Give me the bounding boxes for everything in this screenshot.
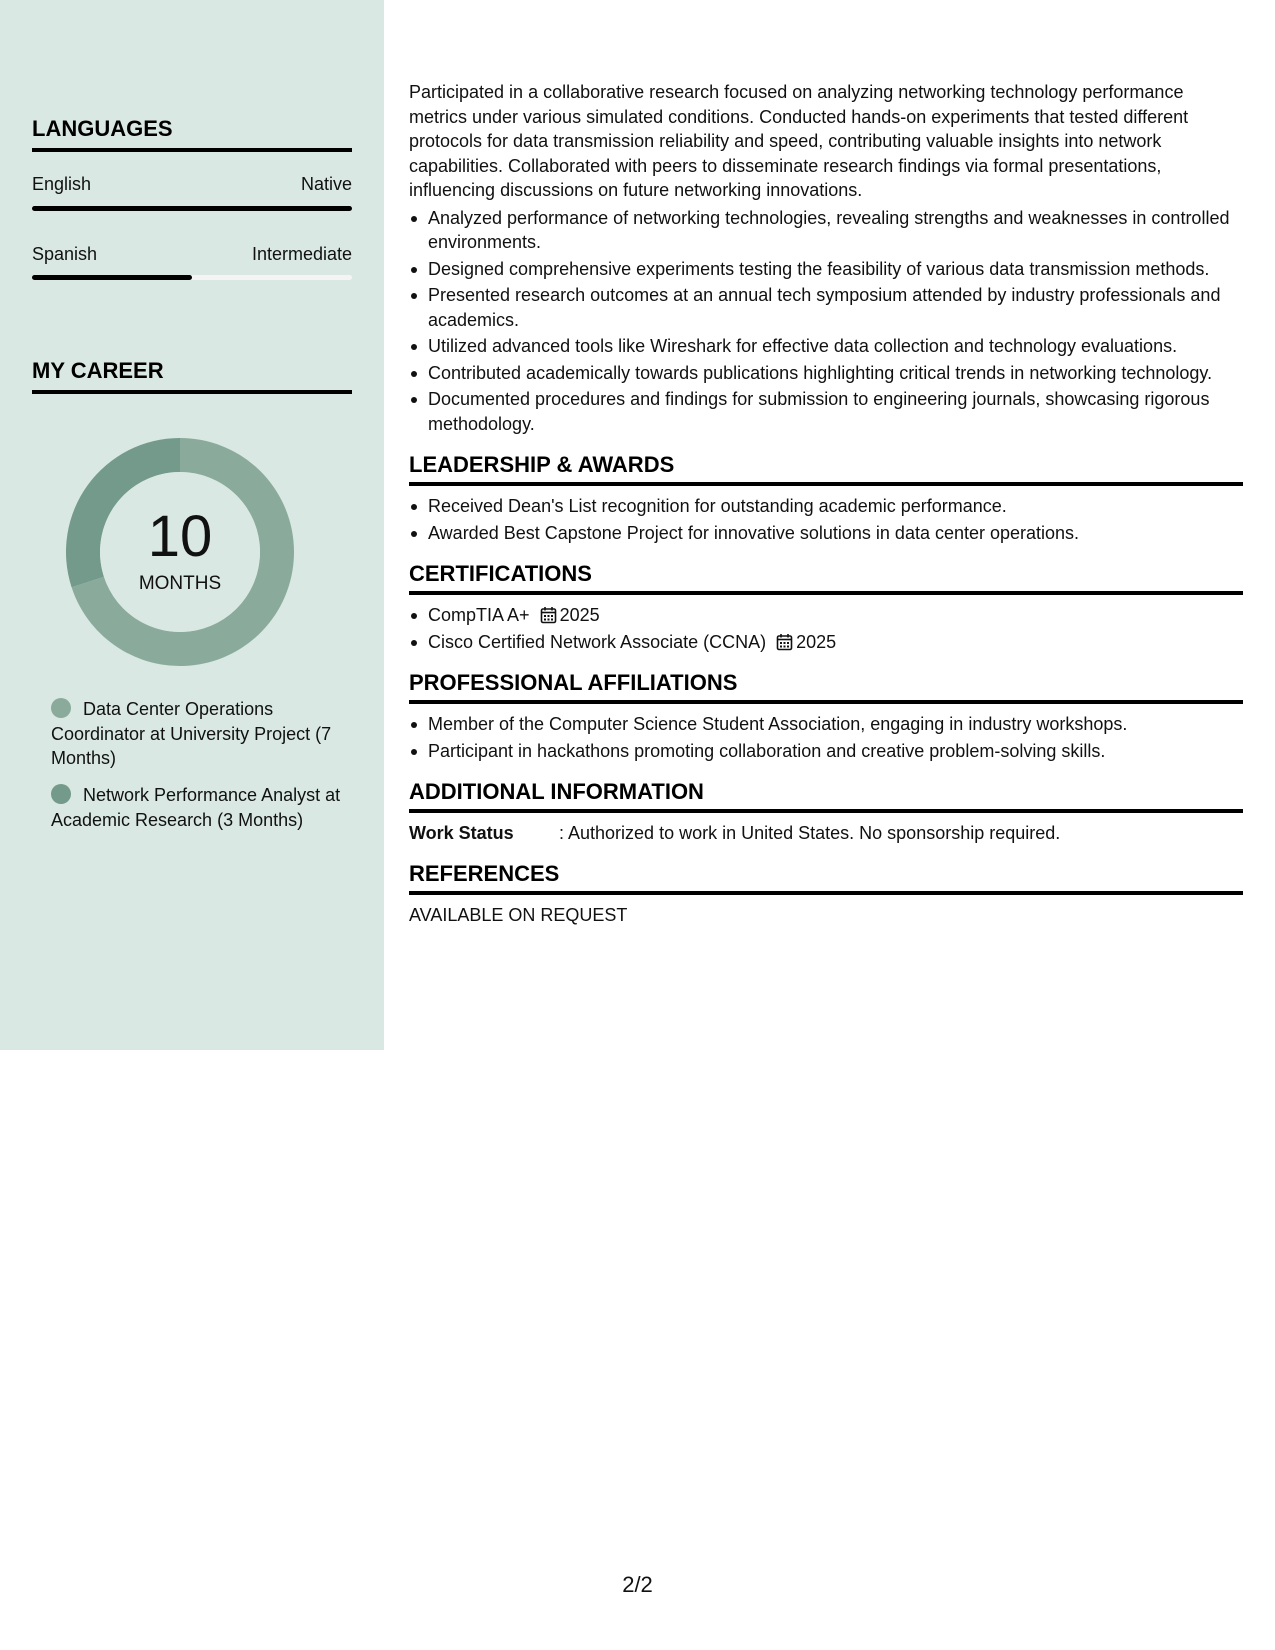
calendar-icon [540, 606, 557, 624]
career-item-text: Network Performance Analyst at Academic Research (3 Months) [51, 785, 341, 830]
work-status-label: Work Status [409, 823, 514, 843]
language-name: English [32, 174, 92, 194]
list-item: Utilized advanced tools like Wireshark for effective data collection and technology evaluations. [409, 334, 1243, 359]
list-item: Contributed academically towards publications highlighting critical trends in networking technology. [409, 361, 1243, 386]
experience-bullets [409, 206, 1243, 437]
certifications-title: CERTIFICATIONS [409, 561, 1243, 595]
list-item: Awarded Best Capstone Project for innovative solutions in data center operations. [409, 521, 1243, 546]
additional-info-title: ADDITIONAL INFORMATION [409, 779, 1243, 813]
career-total-months: 10 [147, 504, 213, 569]
work-status-row [409, 821, 1243, 845]
career-item-text: Data Center Operations Coordinator at University Project (7 Months) [51, 699, 332, 768]
language-bar-spanish [32, 275, 352, 280]
career-title: MY CAREER [32, 358, 352, 394]
certification-item [409, 603, 1243, 628]
main-content [409, 80, 1243, 927]
list-item: Member of the Computer Science Student Association, engaging in industry workshops. [409, 712, 1243, 737]
list-item: Documented procedures and findings for submission to engineering journals, showcasing rigorous methodology. [409, 387, 1243, 436]
references-text: AVAILABLE ON REQUEST [409, 905, 628, 925]
career-legend-dot [51, 698, 71, 718]
certifications-list [409, 603, 1243, 654]
list-item: Analyzed performance of networking technologies, revealing strengths and weaknesses in controlled environments. [409, 206, 1243, 255]
leadership-awards-title: LEADERSHIP & AWARDS [409, 452, 1243, 486]
references-title: REFERENCES [409, 861, 1243, 895]
career-legend-dot [51, 784, 71, 804]
language-row-spanish [32, 244, 352, 265]
page-number: 2/2 [622, 1572, 653, 1597]
language-level: Native [300, 174, 352, 194]
affiliations-title: PROFESSIONAL AFFILIATIONS [409, 670, 1243, 704]
list-item: Designed comprehensive experiments testing the feasibility of various data transmission methods. [409, 257, 1243, 282]
language-bar-fill [32, 206, 352, 211]
languages-title: LANGUAGES [32, 116, 352, 152]
language-bar-english [32, 206, 352, 211]
list-item: Received Dean's List recognition for outstanding academic performance. [409, 494, 1243, 519]
language-level: Intermediate [251, 244, 352, 264]
language-row-english [32, 174, 352, 195]
certification-year: 2025 [796, 631, 837, 652]
certification-name: CompTIA A+ [428, 605, 530, 625]
sidebar [0, 0, 384, 1050]
career-item [51, 697, 341, 771]
leadership-bullets [409, 494, 1243, 545]
certification-item [409, 630, 1243, 655]
language-bar-fill [32, 275, 192, 280]
list-item: Presented research outcomes at an annual tech symposium attended by industry professionals and academics. [409, 283, 1243, 332]
certification-year: 2025 [559, 605, 600, 625]
work-status-value: : Authorized to work in United States. No sponsorship required. [559, 823, 1061, 843]
affiliations-bullets [409, 712, 1243, 763]
experience-intro: Participated in a collaborative research focused on analyzing networking technology performance metrics under various simulated conditions. Conducted hands-on experiments that tested different protocols for data transmission reliability and speed, contributing valuable insights into network capabilities. Collaborated with peers to disseminate research findings via formal presentations, influencing discussions on future networking innovations. [409, 82, 1189, 200]
language-name: Spanish [32, 244, 98, 264]
career-item [51, 783, 341, 832]
list-item: Participant in hackathons promoting collaboration and creative problem-solving skills. [409, 739, 1243, 764]
calendar-icon [776, 633, 793, 651]
career-unit-label: MONTHS [138, 573, 222, 594]
certification-name: Cisco Certified Network Associate (CCNA) [428, 631, 767, 652]
